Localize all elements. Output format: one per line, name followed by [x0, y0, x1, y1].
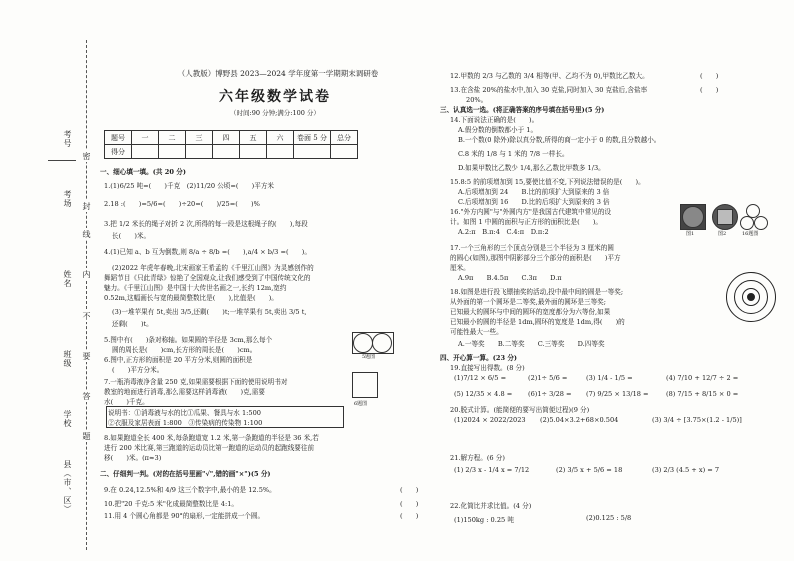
- question-19: 19.直接写出得数。(8 分): [450, 364, 525, 372]
- score-table: [104, 130, 358, 159]
- question-10: 10.把"20 千克:5 米"化成最简整数比是 4:1。: [104, 500, 238, 508]
- score-input-cell[interactable]: [213, 145, 240, 159]
- question-17-cont: 厘米。: [450, 264, 470, 272]
- question-8-cont: 进行 200 米比赛,第三跑道的运动员比第一跑道的运动员的起跑线要往前: [104, 444, 315, 452]
- question-16-cont: 计。如图 1 中圆的面积与正方形的面积比是( )。: [450, 218, 602, 226]
- score-cell: 四: [213, 131, 240, 145]
- question-17-options: A.9π B.4.5π C.3π D.π: [458, 274, 562, 282]
- score-cell: 五: [240, 131, 267, 145]
- calc-2: (2)1÷ 5/6 =: [528, 374, 568, 382]
- section-2-heading: 二、仔细判一判。(对的在括号里画"√",错的画"×")(5 分): [100, 470, 271, 478]
- answer-paren[interactable]: ( ): [400, 500, 419, 508]
- binding-margin: [0, 0, 96, 561]
- calc-5: (5) 12/35 × 4.8 =: [454, 390, 513, 398]
- seal-char: 封: [82, 202, 91, 210]
- question-7: 7.一瓶消毒液净含量 250 克,如果需要根据下面的使用说明书对: [104, 378, 288, 386]
- fig1-caption: 图1: [686, 231, 695, 237]
- score-cell: 一: [132, 131, 159, 145]
- section-4-heading: 四、开心算一算。(23 分): [440, 354, 518, 362]
- answer-paren[interactable]: ( ): [700, 72, 719, 80]
- exam-title: 六年级数学试卷: [219, 89, 331, 105]
- question-4: 4.(1)已知 a、b 互为倒数,则 8/a ÷ 8/b =( ),a/4 × b/3 =( )。: [104, 248, 311, 256]
- calc-8: (8) 7/15 + 8/15 × 0 =: [666, 390, 739, 398]
- section-1-heading: 一、细心填一填。(共 20 分): [100, 168, 186, 176]
- calc-7: (7) 9/25 × 13/18 =: [586, 390, 649, 398]
- fig5-circle-left: [353, 333, 373, 353]
- exam-time-info: （时间:90 分钟;满分:100 分）: [230, 109, 320, 117]
- dartboard-bullseye: [747, 293, 755, 301]
- fig5-caption: 5题图: [362, 354, 376, 360]
- score-input-cell[interactable]: [186, 145, 213, 159]
- calc-4: (4) 7/10 + 12/7 ÷ 2 =: [666, 374, 739, 382]
- question-16-options: A.2:π B.π:4 C.4:π D.π:2: [458, 228, 549, 236]
- question-4-3: (3)一堆苹果有 5t,卖出 3/5,还剩( )t;一堆苹果有 5t,卖出 3/5 t,: [112, 308, 307, 316]
- section-3-heading: 三、认真选一选。(将正确答案的序号填在括号里)(5 分): [440, 106, 605, 114]
- expr-3: (3) 3/4 ÷ [3.75×(1.2 - 1/5)]: [652, 416, 742, 424]
- question-17: 17.一个三角形的三个顶点分别是三个半径为 3 厘米的圆: [450, 244, 614, 252]
- question-4-3-cont: 还剩( )t。: [112, 320, 153, 328]
- question-8: 8.如果跑道全长 400 米,每条跑道宽 1.2 米,第一条跑道的半径是 36 米,若: [104, 434, 319, 442]
- score-input-cell[interactable]: [159, 145, 186, 159]
- name-label: 姓名: [63, 270, 72, 288]
- answer-paren[interactable]: ( ): [700, 86, 719, 94]
- question-18-cont: 已知最大的圆环与中间的圆环的宽度都分为六等份,如果: [450, 308, 611, 316]
- score-cell: 三: [186, 131, 213, 145]
- question-21: 21.解方程。(6 分): [450, 454, 505, 462]
- exam-number-label: 考号: [63, 130, 72, 148]
- question-7-cont: 教室的地面进行消毒,那么需要这样消毒液( )克,需要: [104, 388, 265, 396]
- score-cell: 二: [159, 131, 186, 145]
- question-13: 13.在含盐 20%的盐水中,加入 30 克盐,同时加入 30 克盐后,含盐率: [450, 86, 648, 94]
- class-label: 班级: [63, 350, 72, 368]
- seal-char: 题: [82, 432, 91, 440]
- question-14: 14.下面说法正确的是( )。: [450, 116, 539, 124]
- question-18: 18.如图是进行投飞镖抽奖的活动,投中最中间的圆是一等奖;: [450, 288, 624, 296]
- seal-char: 密: [82, 152, 91, 160]
- answer-paren[interactable]: ( ): [400, 486, 419, 494]
- seal-char: 内: [82, 270, 91, 278]
- seal-char: 答: [82, 392, 91, 400]
- seal-char: 不: [82, 312, 91, 320]
- fig2-caption: 图2: [718, 231, 727, 237]
- question-12: 12.甲数的 2/3 与乙数的 3/4 相等(甲、乙均不为 0),甲数比乙数大。: [450, 72, 649, 80]
- score-input-cell[interactable]: [240, 145, 267, 159]
- calc-3: (3) 1/4 - 1/5 =: [586, 374, 633, 382]
- question-3-cont: 长( )米。: [112, 232, 151, 240]
- question-8-cont: 移( )米。(π≈3): [104, 454, 162, 462]
- question-15: 15.8:5 的前项增加到 15,要使比值不变,下列说法错误的是( )。: [450, 178, 645, 186]
- question-11: 11.用 4 个圆心角都是 90°的扇形,一定能拼成一个圆。: [104, 512, 265, 520]
- question-14-b: B.一个数(0 除外)除以真分数,所得的商一定小于 0 的数,且分数越小。: [458, 136, 661, 144]
- question-5-cont: 圆的周长是( )cm,长方形的周长是( )cm。: [112, 346, 257, 354]
- instructions-line-2: ②衣服及家居表面 1:800 ③传染病的传染物 1:100: [108, 419, 263, 427]
- calc-1: (1)7/12 × 6/5 =: [454, 374, 507, 382]
- question-17-cont: 的圆心(如图),那图中阴影部分三个部分的面积是( )平方: [450, 254, 621, 262]
- question-6-cont: ( )平方分米。: [112, 366, 164, 374]
- score-cell: 六: [267, 131, 294, 145]
- seal-dash-line: [86, 40, 87, 550]
- equation-1: (1) 2/3 x - 1/4 x = 7/12: [454, 466, 530, 474]
- equation-2: (2) 3/5 x + 5/6 = 18: [556, 466, 623, 474]
- county-label: 县（市、区）: [63, 460, 72, 514]
- fig2-square: [717, 209, 733, 225]
- ratio-2: (2)0.125 : 5/8: [586, 514, 632, 522]
- question-6: 6.图中,正方形的面积是 20 平方分米,则圆的面积是: [104, 356, 253, 364]
- exam-room-label: 考场: [63, 190, 72, 208]
- exam-number-line: [48, 160, 76, 161]
- seal-char: 要: [82, 352, 91, 360]
- expr-1: (1)2024 × 2022/2023: [454, 416, 526, 424]
- question-4-2-cont: 舞蹈节目《只此青绿》惊艳了全国观众,让我们感受到了中国传统文化的: [104, 274, 311, 282]
- question-3: 3.把 1/2 米长的绳子对折 2 次,所得的每一段是这根绳子的( ),每段: [104, 220, 308, 228]
- equation-3: (3) 2/3 (4.5 + x) = 7: [652, 466, 720, 474]
- fig1-circle: [682, 206, 704, 228]
- score-cell: 总分: [331, 131, 358, 145]
- score-cell: 得分: [105, 145, 132, 159]
- question-18-cont: 已知最小的圆的半径是 1dm,圆环的宽度是 1dm,得( )的: [450, 318, 625, 326]
- triangle-circle-right: [754, 216, 768, 230]
- question-20: 20.脱式计算。(能简便的要写出简便过程)(9 分): [450, 406, 590, 414]
- question-22: 22.化简比并求比值。(4 分): [450, 502, 532, 510]
- question-4-2-cont: 0.52m,这幅画长与宽的最简整数比是( ),比值是( )。: [104, 294, 278, 302]
- score-cell: 卷面 5 分: [294, 131, 331, 145]
- instructions-line-1: 说明书：①消毒液与水的比①瓜果、餐具与水 1:500: [108, 409, 261, 417]
- question-18-cont: 可能性最大一些。: [450, 328, 503, 336]
- score-table-row: [105, 145, 358, 159]
- score-input-cell[interactable]: [267, 145, 294, 159]
- question-9: 9.在 0.24,12.5%和 4/9 这三个数字中,最小的是 12.5%。: [104, 486, 276, 494]
- fig16-caption: 16题图: [742, 231, 759, 237]
- answer-paren[interactable]: ( ): [400, 512, 419, 520]
- score-cell: 题号: [105, 131, 132, 145]
- question-14-c: C.8 米的 1/8 与 1 米的 7/8 一样长。: [458, 150, 569, 158]
- question-1: 1.(1)6/25 吨=( )千克 (2)11/20 公顷=( )平方米: [104, 182, 275, 190]
- question-15-ab: A.后项增加到 24 B.比的前项扩大到原来的 3 倍: [458, 188, 610, 196]
- question-5: 5.图中有( )条对称轴。如果圆的半径是 3cm,那么每个: [104, 336, 273, 344]
- score-input-cell[interactable]: [331, 145, 358, 159]
- question-4-2-cont: 魅力。《千里江山图》是中国十大传世名画之一,长约 12m,宽约: [104, 284, 287, 292]
- expr-2: (2)5.04×3.2+68×0.504: [540, 416, 619, 424]
- calc-6: (6)1÷ 3/28 =: [528, 390, 572, 398]
- triangle-circle-left: [740, 216, 754, 230]
- question-18-cont: 从外面的第一个圆环是二等奖,最外面的圆环是三等奖;: [450, 298, 606, 306]
- question-2: 2.18 :( )=5/6=( )÷20=( )/25=( )%: [104, 200, 260, 208]
- question-15-cd: C.后项增加到 16 D.比的后项扩大到原来的 3 倍: [458, 198, 610, 206]
- question-7-cont: 水( )千克。: [104, 398, 149, 406]
- fig6-caption: 6题图: [354, 401, 368, 407]
- school-label: 学校: [63, 410, 72, 428]
- score-input-cell[interactable]: [294, 145, 331, 159]
- score-table-header-row: [105, 131, 358, 145]
- fig5-circle-right: [372, 333, 392, 353]
- exam-subtitle: （人教版）博野县 2023—2024 学年度第一学期期末调研卷: [177, 69, 379, 78]
- question-18-options: A.一等奖 B.二等奖 C.三等奖 D.四等奖: [458, 340, 605, 348]
- question-14-d: D.如果甲数比乙数少 1/4,那么乙数比甲数多 1/3。: [458, 164, 605, 172]
- question-16: 16."外方内圆"与"外圆内方"是我国古代建筑中常见的设: [450, 208, 612, 216]
- question-13-cont: 20%。: [466, 96, 488, 104]
- question-14-a: A.假分数的倒数都小于 1。: [458, 126, 538, 134]
- seal-char: 线: [82, 230, 91, 238]
- score-input-cell[interactable]: [132, 145, 159, 159]
- ratio-1: (1)150kg : 0.25 吨: [454, 516, 514, 524]
- question-4-2: (2)2022 年虎年春晚,北宋画家王希孟的《千里江山图》为灵感创作的: [112, 264, 314, 272]
